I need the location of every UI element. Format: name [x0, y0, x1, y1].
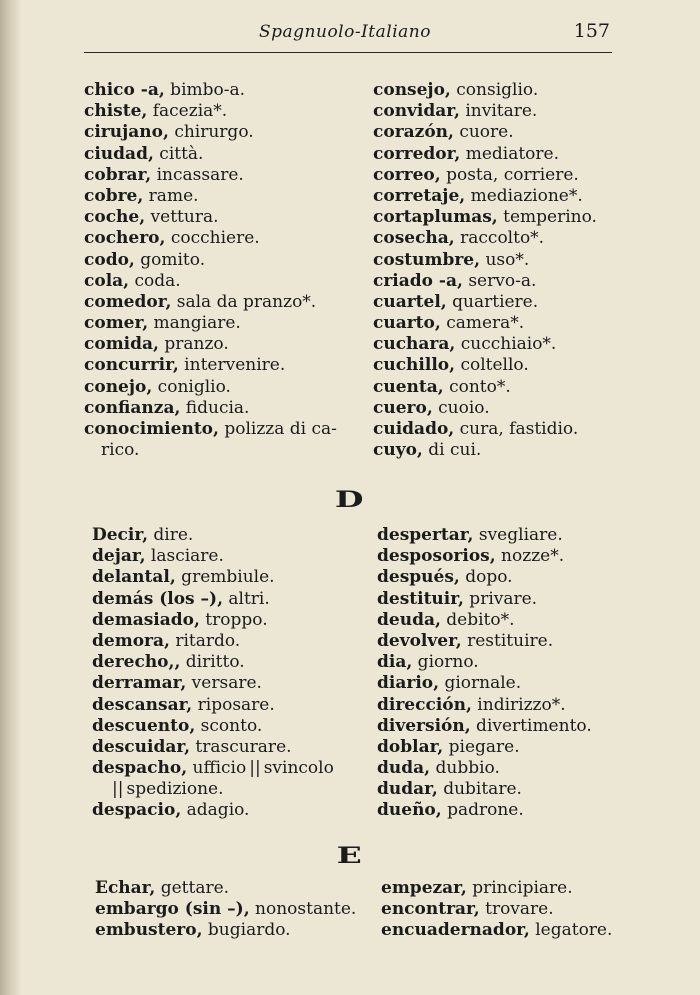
dictionary-entry [373, 419, 597, 440]
dictionary-entry [377, 631, 592, 652]
entry-translation: riposare. [192, 694, 275, 715]
entry-translation: privare. [463, 588, 538, 609]
entry-translation: dire. [148, 525, 194, 545]
dictionary-entry [373, 207, 597, 228]
entry-term: embustero, [95, 920, 203, 941]
page-header [84, 18, 612, 53]
dictionary-entry [377, 546, 592, 567]
dictionary-entry [84, 398, 337, 419]
entry-translation: dopo. [459, 567, 513, 588]
entry-term: convidar, [373, 101, 460, 122]
entry-term: después, [377, 567, 460, 588]
dictionary-entry [92, 525, 334, 546]
dictionary-entry [373, 313, 597, 334]
entry-term: encuadernador, [381, 920, 530, 941]
section-c-right-column [373, 80, 597, 461]
entry-term: empezar, [381, 878, 467, 898]
entry-term: chiste, [84, 101, 148, 122]
entry-term: despacio, [92, 800, 182, 821]
entry-term: duda, [377, 758, 431, 779]
entry-term: Decir, [92, 525, 149, 545]
entry-translation: lasciare. [145, 546, 224, 567]
entry-term: consejo, [373, 80, 451, 100]
entry-term: desposorios, [377, 546, 496, 567]
dictionary-entry [84, 144, 337, 165]
section-letter-e: E [336, 843, 364, 869]
entry-term: descuidar, [92, 736, 190, 757]
dictionary-entry [84, 122, 337, 143]
dictionary-entry [373, 101, 597, 122]
dictionary-entry [84, 334, 337, 355]
entry-translation: cuoio. [432, 397, 490, 418]
dictionary-entry [84, 186, 337, 207]
entry-term: cortaplumas, [373, 207, 498, 228]
section-c-left-column [84, 80, 337, 461]
entry-term: cobre, [84, 185, 144, 206]
entry-term: despacho, [92, 758, 188, 779]
entry-term: devolver, [377, 630, 462, 651]
dictionary-entry [373, 292, 597, 313]
entry-translation: bimbo-a. [164, 80, 246, 100]
dictionary-entry [84, 355, 337, 376]
entry-term: comer, [84, 313, 149, 334]
entry-translation: spedizione. [126, 779, 224, 800]
entry-term: despertar, [377, 525, 474, 545]
dictionary-entry [84, 250, 337, 271]
section-d-right-column [377, 525, 592, 822]
dictionary-entry [377, 525, 592, 546]
entry-translation: consiglio. [450, 80, 539, 100]
entry-term: comida, [84, 334, 159, 355]
entry-translation: coda. [129, 270, 181, 291]
entry-translation: rame. [143, 185, 199, 206]
entry-term: dudar, [377, 779, 438, 800]
dictionary-entry [92, 567, 334, 588]
entry-translation: posta, corriere. [440, 164, 579, 185]
entry-translation: vettura. [145, 207, 219, 228]
entry-translation: rico. [101, 440, 140, 461]
dictionary-entry [84, 228, 337, 249]
entry-translation: raccolto*. [454, 228, 545, 249]
dictionary-entry [95, 899, 356, 920]
entry-term: dia, [377, 652, 413, 673]
dictionary-entry [92, 737, 334, 758]
entry-translation: città. [153, 143, 204, 164]
dictionary-entry [92, 652, 334, 673]
dictionary-entry [377, 652, 592, 673]
entry-term: embargo (sin –), [95, 899, 250, 920]
entry-translation: nozze*. [495, 546, 565, 567]
entry-translation: gettare. [155, 878, 230, 898]
entry-term: diversión, [377, 715, 471, 736]
dictionary-entry [377, 716, 592, 737]
entry-translation: dubbio. [430, 758, 500, 779]
entry-translation: grembiule. [175, 567, 275, 588]
entry-translation: adagio. [181, 800, 250, 821]
entry-translation: giorno. [412, 652, 479, 673]
entry-translation: giornale. [439, 673, 522, 694]
entry-translation: diritto. [180, 652, 245, 673]
dictionary-entry [84, 313, 337, 334]
running-title: Spagnuolo-Italiano [259, 22, 431, 42]
entry-term: deuda, [377, 609, 441, 630]
entry-translation: pranzo. [158, 334, 229, 355]
entry-translation: coltello. [455, 355, 529, 376]
dictionary-entry [92, 758, 334, 779]
entry-translation: cucchiaio*. [455, 334, 557, 355]
entry-term: destituir, [377, 588, 464, 609]
dictionary-entry [377, 758, 592, 779]
dictionary-entry [92, 716, 334, 737]
dictionary-entry [381, 920, 612, 941]
entry-term: correo, [373, 164, 441, 185]
dictionary-entry [373, 80, 597, 101]
dictionary-entry [84, 419, 337, 440]
dictionary-entry [373, 334, 597, 355]
entry-translation: intervenire. [178, 355, 286, 376]
entry-translation: bugiardo. [202, 920, 291, 941]
dictionary-entry [84, 165, 337, 186]
dictionary-entry [84, 292, 337, 313]
entry-term: delantal, [92, 567, 176, 588]
entry-term: derecho,, [92, 652, 181, 673]
entry-translation: invitare. [459, 101, 538, 122]
entry-term: cuchillo, [373, 355, 456, 376]
entry-term: cuero, [373, 397, 433, 418]
entry-term: cochero, [84, 228, 166, 249]
dictionary-entry [373, 165, 597, 186]
entry-term: Echar, [95, 878, 156, 898]
entry-translation: mangiare. [148, 313, 241, 334]
entry-translation: cura, fastidio. [454, 419, 579, 439]
entry-term: demora, [92, 630, 170, 651]
entry-term: dirección, [377, 694, 472, 715]
dictionary-entry [373, 250, 597, 271]
entry-term: cirujano, [84, 122, 169, 143]
entry-translation: versare. [186, 673, 262, 694]
entry-term: corredor, [373, 143, 461, 164]
entry-term: derramar, [92, 673, 187, 694]
dictionary-entry [377, 800, 592, 821]
entry-term: dueño, [377, 800, 442, 821]
entry-term: comedor, [84, 291, 172, 312]
dictionary-entry [377, 567, 592, 588]
dictionary-entry [373, 440, 597, 461]
entry-term: descuento, [92, 715, 196, 736]
entry-translation-alt: svincolo [263, 758, 334, 779]
dictionary-entry [377, 737, 592, 758]
entry-term: chico -a, [84, 80, 165, 100]
dictionary-entry [373, 355, 597, 376]
entry-translation: piegare. [443, 736, 520, 757]
entry-translation: di cui. [422, 440, 482, 461]
dictionary-entry [377, 610, 592, 631]
entry-continuation [84, 440, 337, 461]
dictionary-entry [373, 271, 597, 292]
entry-term: coche, [84, 207, 146, 228]
entry-term: cuchara, [373, 334, 456, 355]
entry-translation: facezia*. [147, 101, 228, 122]
entry-term: confianza, [84, 397, 181, 418]
separator-mark: || [249, 758, 261, 779]
entry-translation: indirizzo*. [471, 694, 566, 715]
entry-translation: padrone. [441, 800, 524, 821]
entry-term: cola, [84, 270, 130, 291]
entry-term: diario, [377, 673, 440, 694]
page-number: 157 [573, 20, 610, 42]
entry-translation: nonostante. [249, 899, 357, 920]
entry-translation: uso*. [480, 249, 530, 270]
entry-translation: temperino. [497, 207, 597, 228]
entry-translation: restituire. [461, 630, 554, 651]
dictionary-entry [95, 878, 356, 899]
entry-term: encontrar, [381, 899, 480, 920]
dictionary-entry [84, 377, 337, 398]
entry-term: conejo, [84, 376, 153, 397]
section-e-left-column [95, 878, 356, 942]
separator-mark: || [112, 779, 124, 800]
entry-term: cobrar, [84, 164, 152, 185]
entry-term: cosecha, [373, 228, 455, 249]
dictionary-entry [84, 101, 337, 122]
entry-translation: conto*. [443, 376, 511, 397]
entry-translation: polizza di ca- [218, 419, 337, 439]
entry-translation: legatore. [529, 920, 613, 941]
entry-translation: sala da pranzo*. [171, 291, 317, 312]
entry-translation: trovare. [479, 899, 554, 920]
entry-translation: coniglio. [152, 376, 231, 397]
entry-translation: gomito. [134, 249, 206, 270]
entry-translation: ritardo. [169, 630, 241, 651]
entry-term: cuidado, [373, 419, 455, 439]
entry-term: corazón, [373, 122, 454, 143]
entry-translation: debito*. [440, 609, 515, 630]
section-d-left-column [92, 525, 334, 822]
entry-term: dejar, [92, 546, 146, 567]
dictionary-entry [92, 631, 334, 652]
entry-translation: fiducia. [180, 397, 250, 418]
dictionary-entry [377, 779, 592, 800]
entry-translation: mediazione*. [465, 185, 583, 206]
entry-translation: cocchiere. [165, 228, 260, 249]
entry-translation: trascurare. [189, 736, 292, 757]
dictionary-entry [373, 186, 597, 207]
dictionary-entry [373, 144, 597, 165]
dictionary-entry [84, 271, 337, 292]
dictionary-entry [84, 80, 337, 101]
dictionary-entry [92, 589, 334, 610]
dictionary-entry [92, 800, 334, 821]
entry-term: costumbre, [373, 249, 481, 270]
entry-translation: chirurgo. [168, 122, 254, 143]
entry-term: cuartel, [373, 291, 447, 312]
entry-translation: ufficio [187, 758, 247, 779]
dictionary-entry [381, 878, 612, 899]
entry-term: demasiado, [92, 609, 200, 630]
entry-translation: quartiere. [446, 291, 539, 312]
dictionary-entry [377, 673, 592, 694]
dictionary-entry [373, 377, 597, 398]
dictionary-entry [373, 122, 597, 143]
dictionary-entry [92, 546, 334, 567]
section-e-right-column [381, 878, 612, 942]
entry-translation: altri. [223, 588, 270, 609]
entry-translation: incassare. [151, 164, 244, 185]
dictionary-entry [92, 673, 334, 694]
entry-term: cuenta, [373, 376, 444, 397]
section-letter-d: D [334, 487, 366, 513]
entry-translation: cuore. [453, 122, 514, 143]
entry-continuation [92, 779, 334, 800]
entry-translation: dubitare. [437, 779, 522, 800]
entry-term: ciudad, [84, 143, 154, 164]
entry-term: doblar, [377, 736, 444, 757]
entry-translation: troppo. [199, 609, 268, 630]
dictionary-entry [381, 899, 612, 920]
entry-translation: servo-a. [462, 270, 537, 291]
dictionary-entry [84, 207, 337, 228]
entry-term: cuarto, [373, 313, 441, 334]
dictionary-entry [92, 695, 334, 716]
dictionary-entry [92, 610, 334, 631]
entry-term: conocimiento, [84, 419, 219, 439]
entry-term: concurrir, [84, 355, 179, 376]
entry-term: demás (los –), [92, 588, 223, 609]
entry-translation: principiare. [466, 878, 573, 898]
entry-term: codo, [84, 249, 135, 270]
dictionary-entry [373, 228, 597, 249]
entry-term: corretaje, [373, 185, 466, 206]
entry-translation: sconto. [195, 715, 263, 736]
entry-translation: divertimento. [470, 715, 592, 736]
dictionary-entry [95, 920, 356, 941]
dictionary-entry [377, 695, 592, 716]
dictionary-entry [377, 589, 592, 610]
dictionary-entry [373, 398, 597, 419]
entry-term: descansar, [92, 694, 193, 715]
entry-translation: camera*. [440, 313, 525, 334]
entry-term: cuyo, [373, 440, 423, 461]
entry-term: criado -a, [373, 270, 463, 291]
entry-translation: mediatore. [460, 143, 559, 164]
entry-translation: svegliare. [473, 525, 563, 545]
